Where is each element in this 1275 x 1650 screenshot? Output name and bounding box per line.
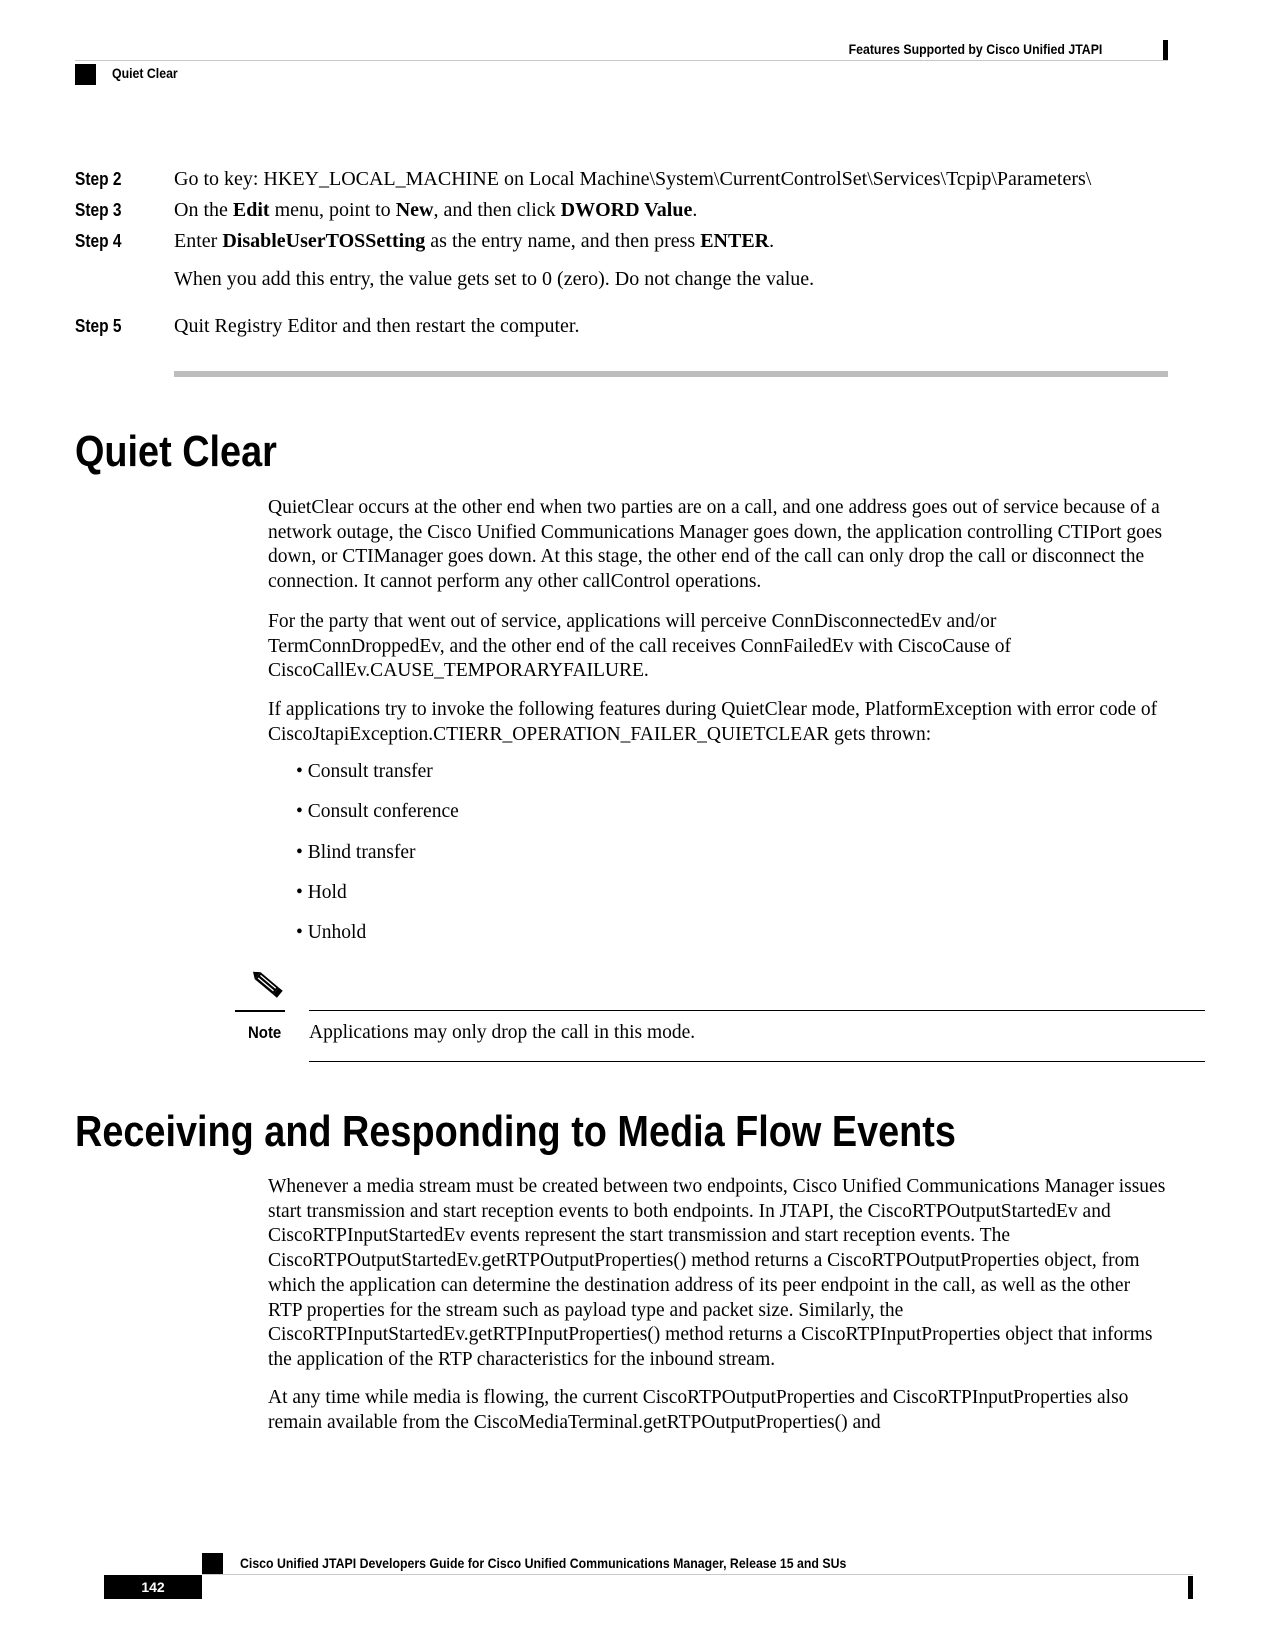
step-5-text: Quit Registry Editor and then restart the computer.	[174, 315, 580, 337]
footer-marker	[202, 1553, 223, 1574]
note-rule-top	[309, 1010, 1205, 1011]
header-rule	[75, 60, 1168, 61]
list-item: • Consult conference	[296, 801, 459, 822]
note-icon-rule	[235, 1010, 285, 1012]
note-label: Note	[248, 1023, 282, 1042]
running-header-section: Quiet Clear	[112, 65, 178, 81]
step-2-label: Step 2	[75, 169, 122, 189]
note-text: Applications may only drop the call in this mode.	[309, 1022, 696, 1043]
step-3-text: On the Edit menu, point to New, and then click DWORD Value.	[174, 199, 698, 221]
quiet-clear-para-3: If applications try to invoke the following features during QuietClear mode, PlatformException with error code of CiscoJtapiException.CTIERR_OPERATION_FAILER_QUIETCLEAR gets thrown:	[268, 699, 1158, 745]
step-4-label: Step 4	[75, 231, 122, 251]
media-flow-para-1: Whenever a media stream must be created between two endpoints, Cisco Unified Communications Manager issues start transmission and start reception events to both endpoints. In JTAPI, the CiscoRTPOutputStartedEv and CiscoRTPInputStartedEv events represent the start transmission and start reception events. The CiscoRTPOutputStartedEv.getRTPOutputProperties() method returns a CiscoRTPOutputProperties object, from which the application can determine the destination address of its peer endpoint in the call, as well as the other RTP properties for the stream such as payload type and packet size. Similarly, the CiscoRTPInputStartedEv.getRTPInputProperties() method returns a CiscoRTPInputProperties object that informs the application of the RTP characteristics for the inbound stream.	[268, 1176, 1166, 1370]
step-4-text: Enter DisableUserTOSSetting as the entry name, and then press ENTER.	[174, 230, 775, 252]
list-item: • Unhold	[296, 922, 367, 943]
list-item: • Consult transfer	[296, 761, 433, 782]
procedure-end-rule	[174, 371, 1168, 377]
quiet-clear-para-2: For the party that went out of service, applications will perceive ConnDisconnectedEv and/or TermConnDroppedEv, and the other end of the call receives ConnFailedEv with CiscoCause of CiscoCallEv.CAUSE_TEMPORARYFAILURE.	[268, 611, 1012, 682]
step-4-note: When you add this entry, the value gets set to 0 (zero). Do not change the value.	[174, 268, 815, 290]
section-marker	[75, 64, 96, 85]
header-bar	[1163, 40, 1168, 61]
footer-rule	[202, 1574, 1193, 1575]
step-2-text: Go to key: HKEY_LOCAL_MACHINE on Local Machine\System\CurrentControlSet\Services\Tcpip\Parameters\	[174, 168, 1092, 190]
list-item: • Blind transfer	[296, 842, 416, 863]
note-rule-bottom	[309, 1061, 1205, 1062]
quiet-clear-para-1: QuietClear occurs at the other end when two parties are on a call, and one address goes out of service because of a network outage, the Cisco Unified Communications Manager goes down, the application controlling CTIPort goes down, or CTIManager goes down. At this stage, the other end of the call can only drop the call or disconnect the connection. It cannot perform any other callControl operations.	[268, 497, 1163, 593]
running-header-title: Features Supported by Cisco Unified JTAPI	[848, 41, 1102, 57]
list-item: • Hold	[296, 882, 347, 903]
heading-media-flow-events: Receiving and Responding to Media Flow Events	[75, 1107, 956, 1156]
heading-quiet-clear: Quiet Clear	[75, 427, 277, 476]
step-5-label: Step 5	[75, 316, 122, 336]
pencil-icon	[248, 967, 288, 1003]
media-flow-para-2: At any time while media is flowing, the current CiscoRTPOutputProperties and CiscoRTPInputProperties also remain available from the CiscoMediaTerminal.getRTPOutputProperties() and	[268, 1387, 1129, 1433]
step-3-label: Step 3	[75, 200, 122, 220]
footer-bar	[1188, 1576, 1193, 1599]
page-number: 142	[141, 1579, 165, 1595]
footer-title: Cisco Unified JTAPI Developers Guide for Cisco Unified Communications Manager, Release 15 and SUs	[240, 1555, 847, 1571]
